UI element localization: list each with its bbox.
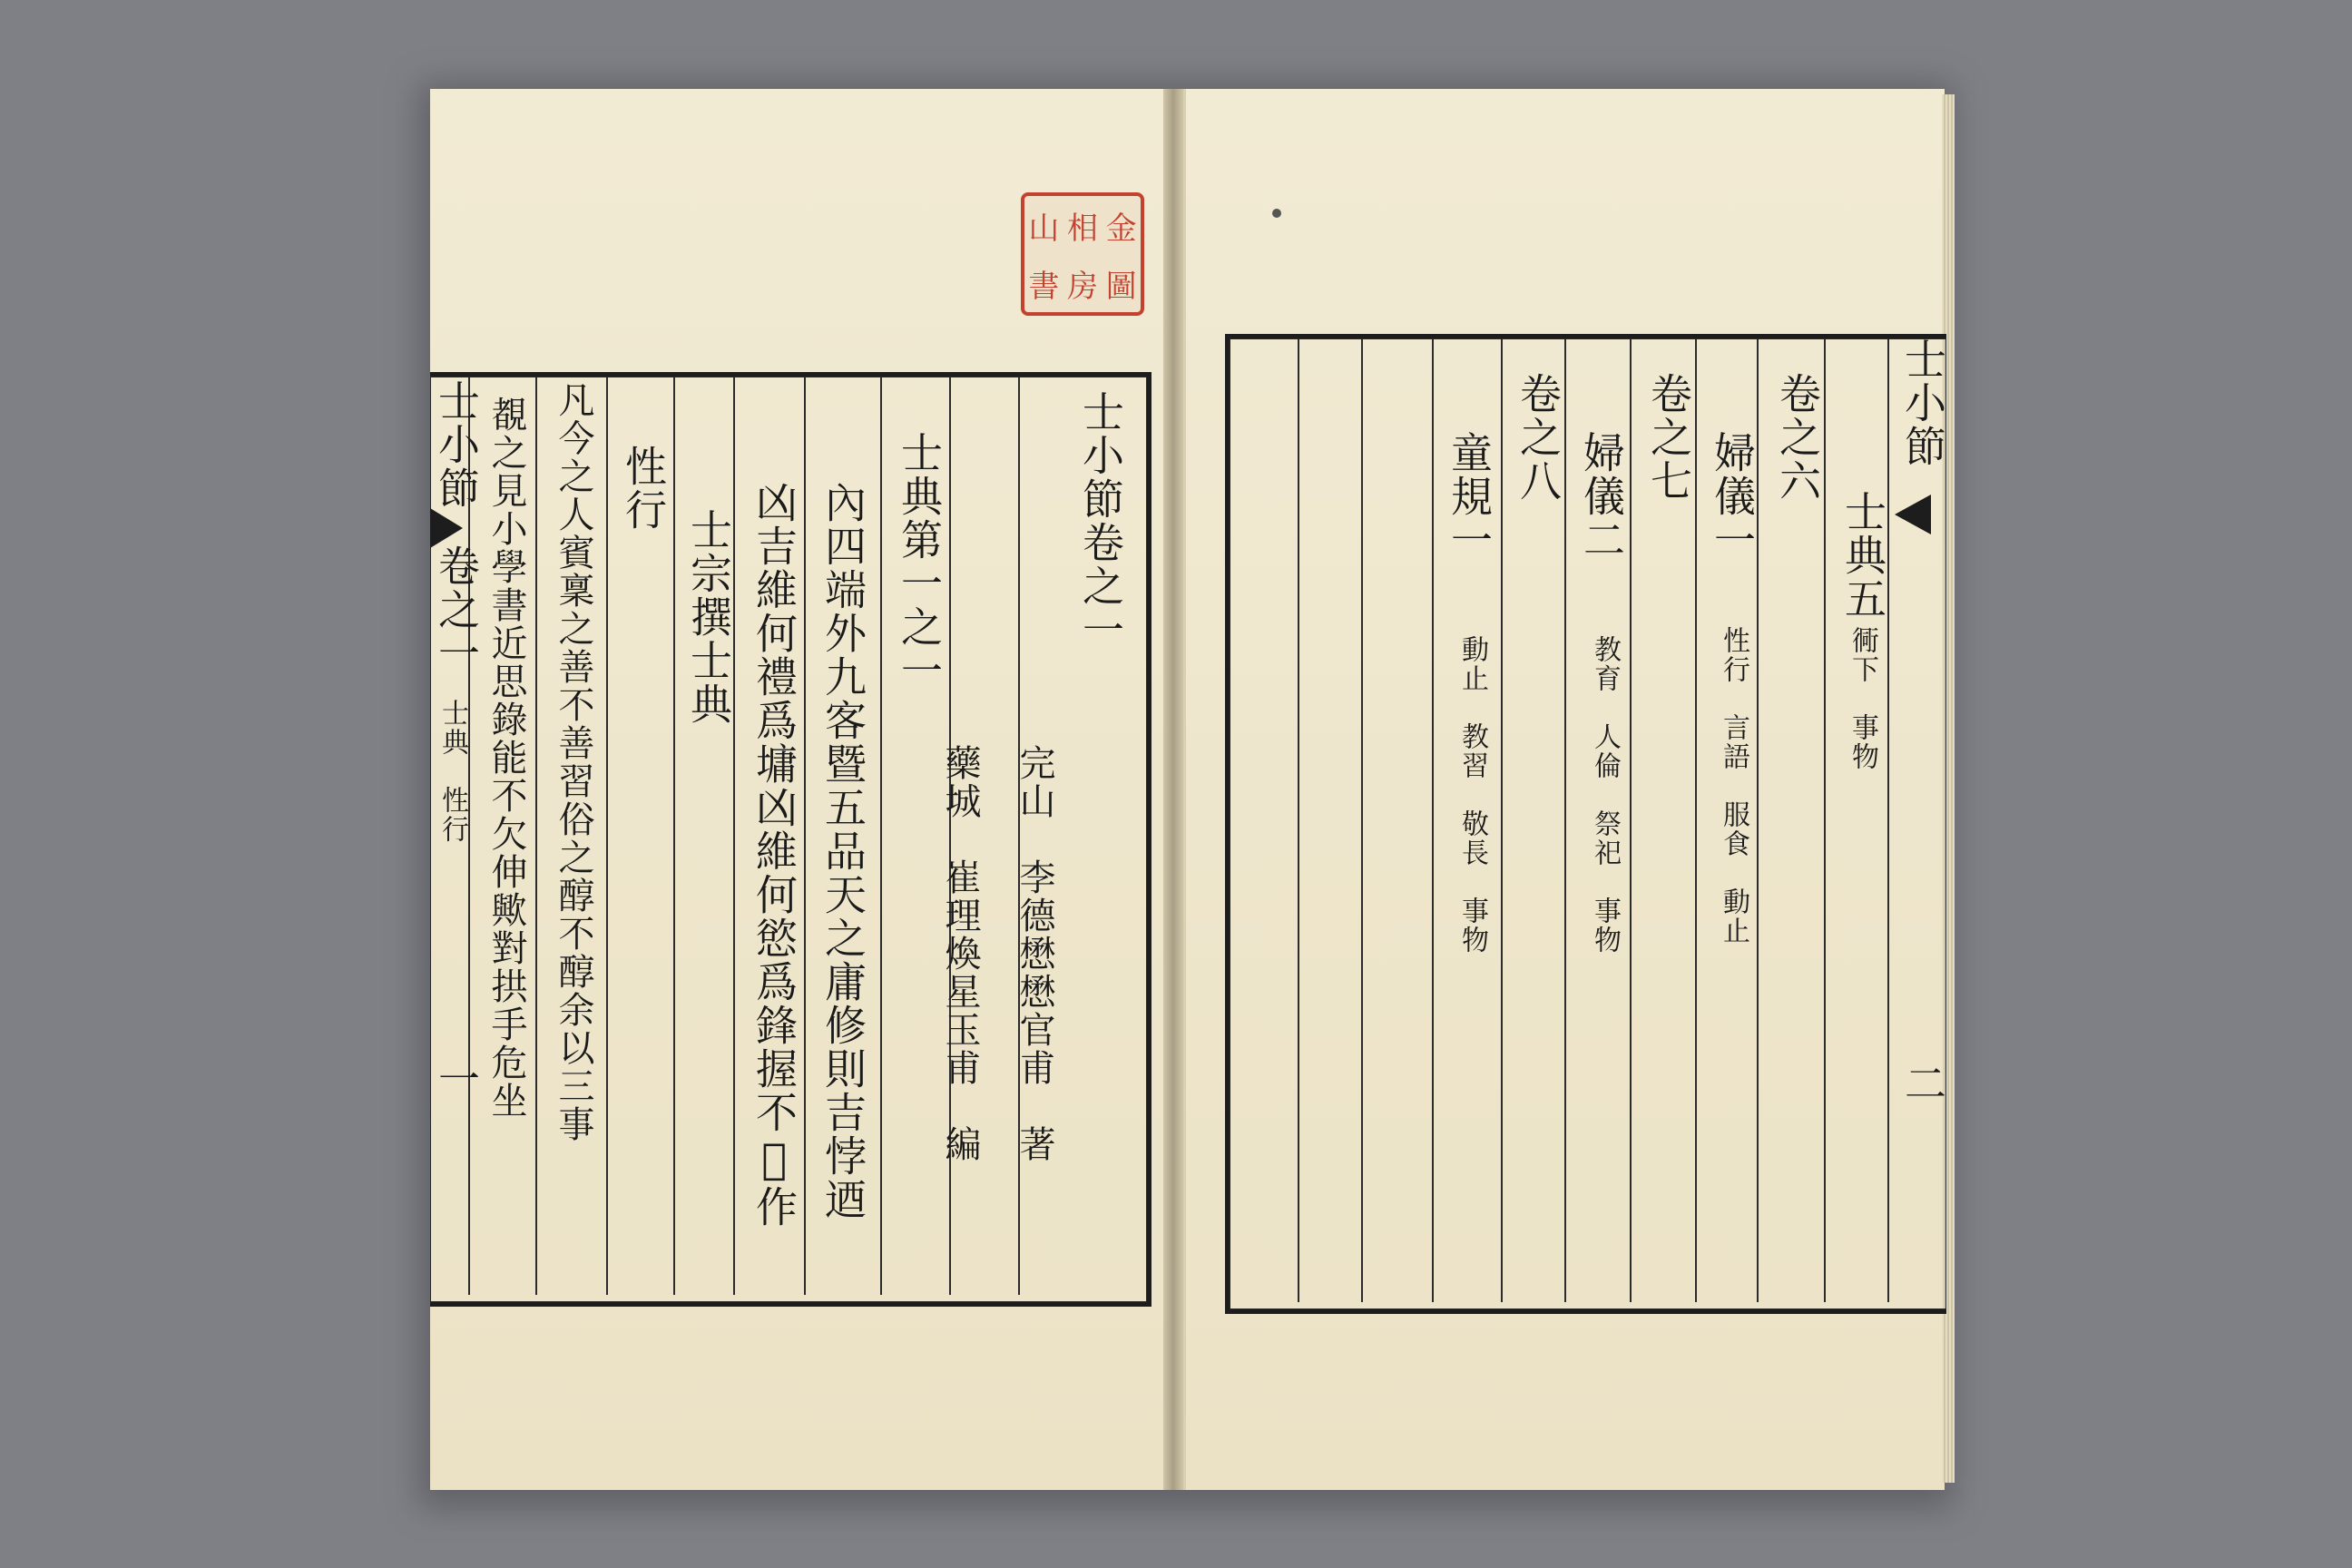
toc-volume: 卷之八 [1514, 372, 1563, 503]
text-column: 士宗撰士典 [684, 508, 733, 726]
text-column: 覩之見小學書近思錄能不欠伸歟對拱手危坐 [485, 396, 527, 1120]
volume-title: 士小節卷之一 [1076, 390, 1125, 652]
margin-volume: 卷之一 [432, 544, 481, 675]
toc-subentries: 教育 人倫 祭祀 事物 [1589, 635, 1621, 955]
toc-subentries: 性行 言語 服食 動止 [1718, 626, 1749, 946]
paper-speck [1272, 209, 1281, 218]
column-rule [535, 377, 537, 1295]
text-column: 凡今之人賓稟之善不善習俗之醇不醇余以三事 [553, 381, 594, 1143]
toc-volume: 卷之六 [1773, 372, 1822, 503]
book-spine [1163, 89, 1183, 1490]
author-line: 完山 李德懋懋官甫 著 [1014, 744, 1055, 1163]
column-rule [1501, 338, 1503, 1302]
seal-char: 相 [1066, 210, 1098, 247]
seal-char: 金 [1105, 210, 1137, 247]
column-rule [880, 377, 882, 1295]
chapter-title: 士典第一之一 [895, 431, 944, 692]
toc-entry: 士典五 [1838, 490, 1887, 621]
seal-char: 山 [1028, 210, 1060, 247]
column-rule [1298, 338, 1299, 1302]
toc-entry: 童規一 [1445, 431, 1494, 562]
seal-char: 房 [1066, 268, 1098, 305]
margin-page-number: 二 [1898, 1062, 1947, 1105]
margin-title: 士小節 [1898, 338, 1947, 468]
margin-title: 士小節 [432, 379, 481, 510]
column-rule [673, 377, 675, 1295]
text-column: 凶吉維何禮爲墉凶維何慾爲鋒握不𥨊作 [750, 481, 799, 1229]
toc-entry: 婦儀二 [1577, 431, 1626, 562]
text-column: 內四端外九客暨五品天之庸修則吉悖迺 [818, 481, 867, 1221]
toc-subentries: 動止 教習 敬長 事物 [1456, 635, 1488, 955]
collector-seal [1021, 192, 1144, 316]
margin-page-number: 一 [432, 1057, 481, 1101]
toc-subentries: 衕下 事物 [1847, 626, 1878, 771]
margin-section: 士典 性行 [436, 699, 468, 844]
column-rule [1432, 338, 1434, 1302]
fold-mark-icon [1895, 495, 1931, 534]
column-rule [1361, 338, 1363, 1302]
column-rule [804, 377, 806, 1295]
fold-mark-icon [430, 508, 463, 548]
section-heading: 性行 [619, 445, 668, 532]
toc-entry: 婦儀一 [1708, 431, 1757, 562]
seal-char: 書 [1028, 268, 1060, 305]
toc-volume: 卷之七 [1644, 372, 1693, 503]
column-rule [1887, 338, 1889, 1302]
editor-line: 藥城 崔理煥星玉甫 編 [939, 744, 981, 1163]
column-rule [606, 377, 608, 1295]
seal-char: 圖 [1105, 268, 1137, 305]
